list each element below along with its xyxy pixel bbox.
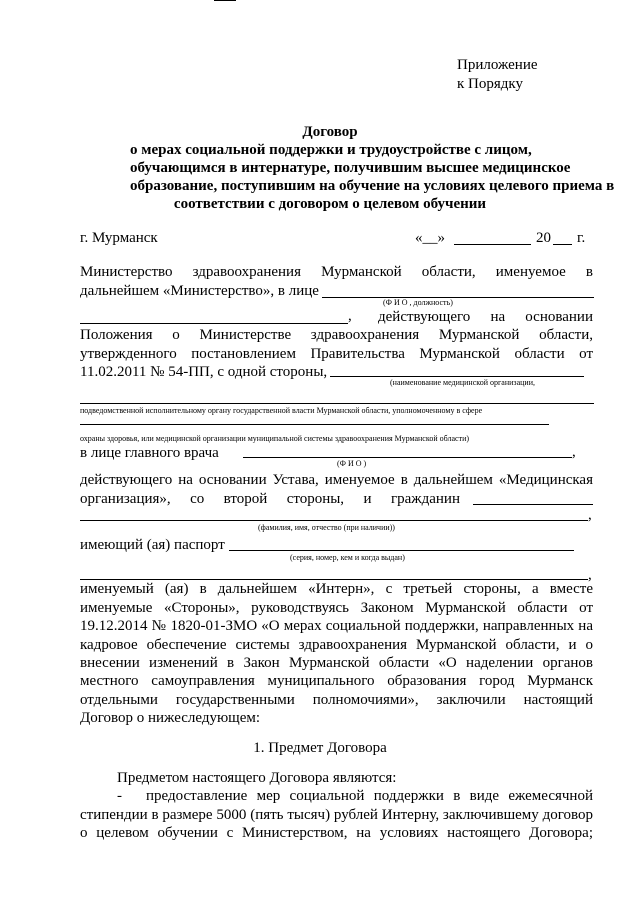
p3-line-g: отдельными государственными полномочиями», заключили настоящий <box>80 692 593 708</box>
section-1-intro: Предметом настоящего Договора являются: <box>117 770 397 786</box>
hint-org-sub-1: подведомственной исполнительному органу государственной власти Мурманской области, уполномоченному в сфере <box>80 406 483 415</box>
date-year-prefix: 20 <box>536 230 551 246</box>
org-name-blank-2 <box>80 403 594 404</box>
acting-basis: действующего на основании <box>378 309 593 325</box>
date-year-suffix: г. <box>577 230 586 246</box>
item-1-line-a: предоставление мер социальной поддержки в виде ежемесячной <box>146 788 593 804</box>
item-1-line-b: стипендии в размере 5000 (пять тысяч) рублей Интерну, заключившему договор <box>80 807 593 823</box>
date-month-blank <box>454 244 531 245</box>
citizen-name-blank <box>473 504 593 505</box>
hint-org-name: (наименование медицинской организации, <box>390 378 535 387</box>
list-dash: - <box>117 788 122 804</box>
chief-fio-blank <box>243 457 572 458</box>
org-name-blank <box>330 376 584 377</box>
citizen-name-blank-2 <box>80 520 588 521</box>
p3-line-a: именуемый (ая) в дальнейшем «Интерн», с третьей стороны, а вместе <box>80 581 593 597</box>
p1-line-f: 11.02.2011 № 54-ПП, с одной стороны, <box>80 364 328 380</box>
p3-line-f: местного самоуправления муниципального образования город Мурманск <box>80 673 593 689</box>
p1-line-d: Положения о Министерстве здравоохранения Мурманской области, <box>80 327 593 343</box>
chief-doctor: в лице главного врача <box>80 445 219 461</box>
p3-line-b: именуемые «Стороны», руководствуясь Законом Мурманской области от <box>80 600 593 616</box>
title-line-5: соответствии с договором о целевом обучении <box>173 196 487 212</box>
fio-position-blank <box>322 297 594 298</box>
fio-position-blank-2 <box>80 323 348 324</box>
passport-label: имеющий (ая) паспорт <box>80 537 225 553</box>
p2-line-b: организация», со второй стороны, и гражданин <box>80 491 460 507</box>
p3-line-d: кадровое обеспечение системы здравоохранения Мурманской области, и о <box>80 637 593 653</box>
comma-2: , <box>572 444 576 460</box>
title-line-4: образование, поступившим на обучение на условиях целевого приема в <box>130 178 615 194</box>
comma-4: , <box>588 567 592 583</box>
p2-line-a: действующего на основании Устава, именуемое в дальнейшем «Медицинская <box>80 472 593 488</box>
hint-full-name: (фамилия, имя, отчество (при наличии)) <box>258 523 395 532</box>
comma-1: , <box>348 308 352 324</box>
org-name-blank-3 <box>80 424 549 425</box>
item-1-line-c: о целевом обучении с Министерством, на условиях настоящего Договора; <box>80 825 593 841</box>
p1-line-e: утвержденного постановлением Правительства Мурманской области от <box>80 346 593 362</box>
p3-line-h: Договор о нижеследующем: <box>80 710 261 726</box>
comma-3: , <box>588 507 592 523</box>
title-line-3: обучающимся в интернатуре, получившим высшее медицинское <box>130 160 571 176</box>
top-edge-mark <box>214 0 236 1</box>
hint-fio: (Ф И О ) <box>337 459 367 468</box>
p3-line-c: 19.12.2014 № 1820-01-ЗМО «О мерах социальной поддержки, направленных на <box>80 618 593 634</box>
p3-line-e: внесении изменений в Закон Мурманской области «О наделении органов <box>80 655 593 671</box>
title-line-1: Договор <box>302 124 358 140</box>
passport-blank <box>229 550 574 551</box>
appendix-line-2: к Порядку <box>457 76 523 92</box>
hint-passport: (серия, номер, кем и когда выдан) <box>290 553 405 562</box>
appendix-line-1: Приложение <box>457 57 538 73</box>
date-year-blank <box>553 244 572 245</box>
title-line-2: о мерах социальной поддержки и трудоустройстве с лицом, <box>130 142 532 158</box>
hint-org-sub-2: охраны здоровья, или медицинской организации муниципальной системы здравоохранения Мурманской области) <box>80 434 470 443</box>
place: г. Мурманск <box>80 230 158 246</box>
p1-line-a: Министерство здравоохранения Мурманской области, именуемое в <box>80 264 593 280</box>
hint-fio-position: (Ф И О , должность) <box>383 298 453 307</box>
p1-line-b: дальнейшем «Министерство», в лице <box>80 283 319 299</box>
date-day: «__» <box>415 230 445 246</box>
section-1-heading: 1. Предмет Договора <box>253 740 387 756</box>
